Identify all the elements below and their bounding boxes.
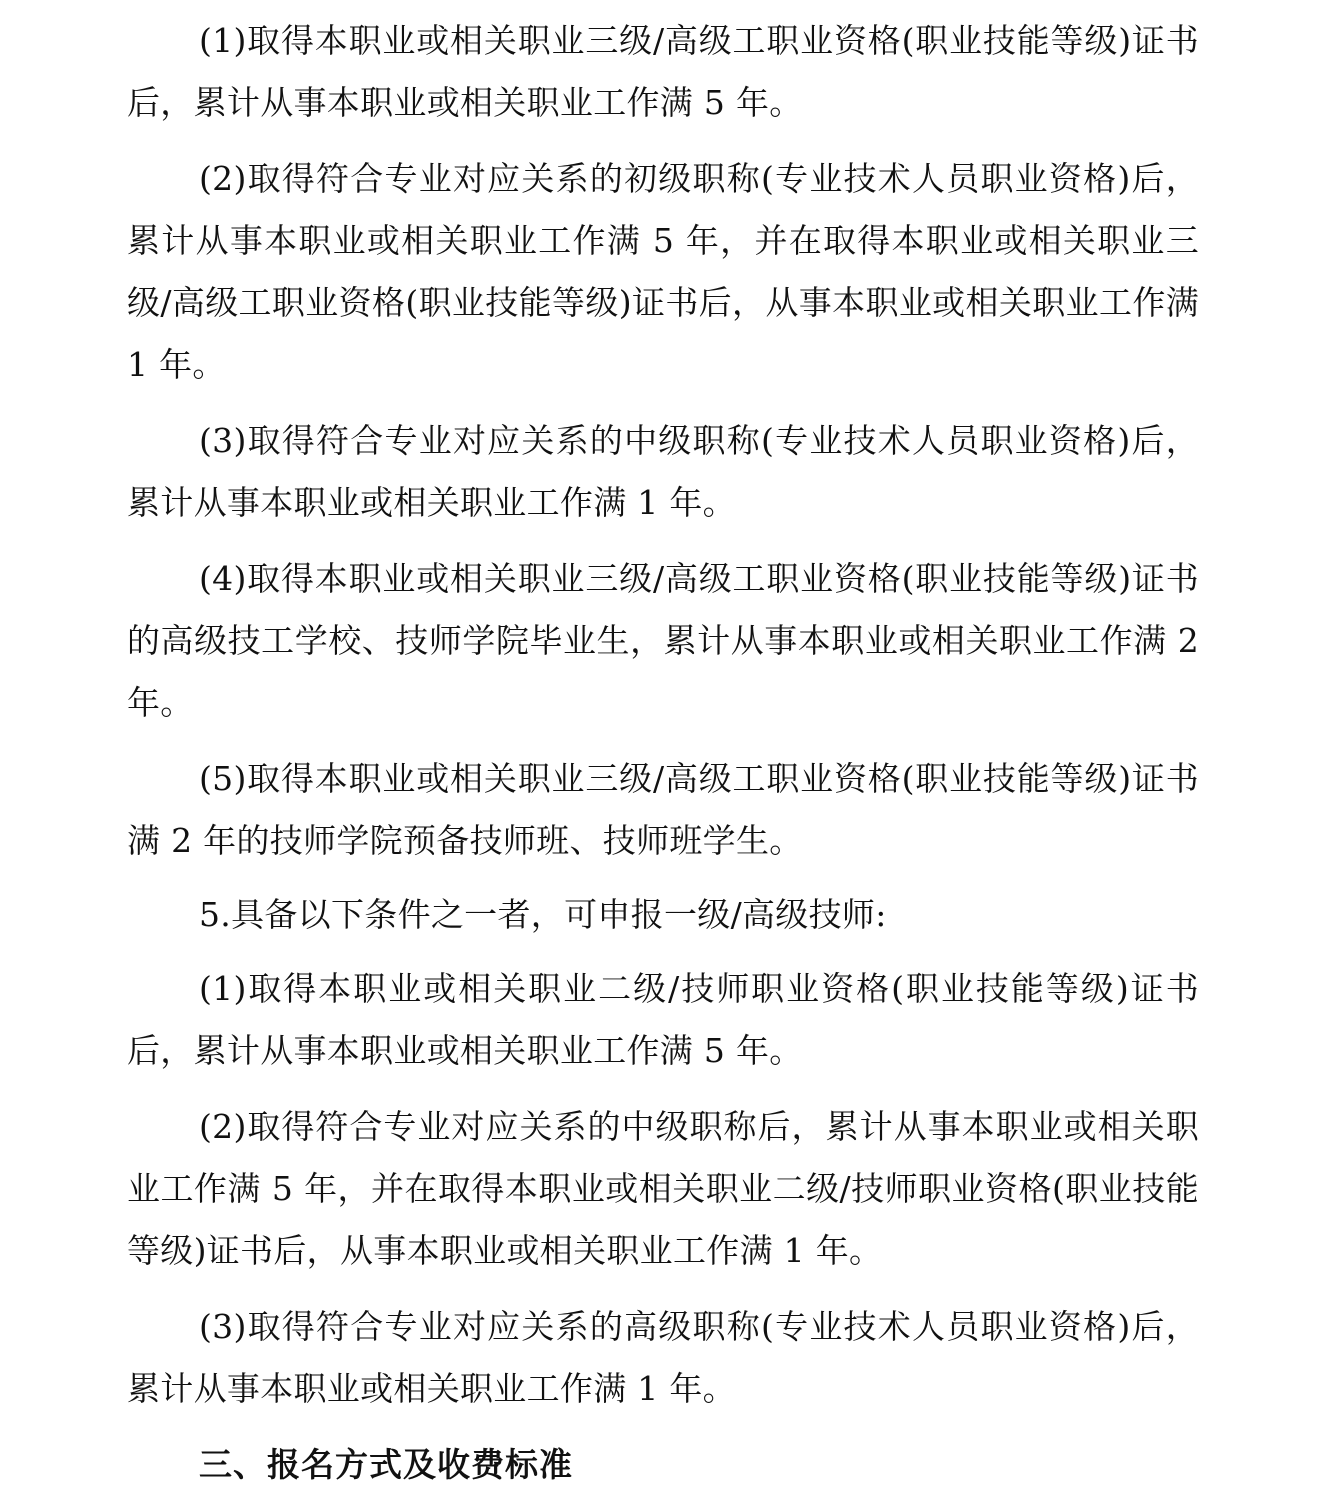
paragraph-third-level-item-4: (4)取得本职业或相关职业三级/高级工职业资格(职业技能等级)证书的高级技工学校、技师学院毕业生，累计从事本职业或相关职业工作满 2 年。 — [127, 559, 1199, 722]
document-page — [127, 10, 1199, 1496]
paragraph-third-level-item-5: (5)取得本职业或相关职业三级/高级工职业资格(职业技能等级)证书满 2 年的技师学院预备技师班、技师班学生。 — [127, 759, 1199, 860]
paragraph-condition-5-intro: 5.具备以下条件之一者，可申报一级/高级技师: — [199, 895, 887, 934]
paragraph-first-level-item-1: (1)取得本职业或相关职业二级/技师职业资格(职业技能等级)证书后，累计从事本职业或相关职业工作满 5 年。 — [127, 969, 1199, 1070]
paragraph-third-level-item-3: (3)取得符合专业对应关系的中级职称(专业技术人员职业资格)后，累计从事本职业或相关职业工作满 1 年。 — [127, 421, 1199, 522]
paragraph-first-level-item-2: (2)取得符合专业对应关系的中级职称后，累计从事本职业或相关职业工作满 5 年，并在取得本职业或相关职业二级/技师职业资格(职业技能等级)证书后，从事本职业或相关职业工作满 1 年。 — [127, 1107, 1199, 1270]
paragraph-third-level-item-2: (2)取得符合专业对应关系的初级职称(专业技术人员职业资格)后，累计从事本职业或相关职业工作满 5 年，并在取得本职业或相关职业三级/高级工职业资格(职业技能等级)证书后，从事本职业或相关职业工作满 1 年。 — [127, 159, 1199, 384]
paragraph-third-level-item-1: (1)取得本职业或相关职业三级/高级工职业资格(职业技能等级)证书后，累计从事本职业或相关职业工作满 5 年。 — [127, 21, 1199, 122]
paragraph-first-level-item-3: (3)取得符合专业对应关系的高级职称(专业技术人员职业资格)后，累计从事本职业或相关职业工作满 1 年。 — [127, 1307, 1199, 1408]
section-heading: 三、报名方式及收费标准 — [199, 1445, 573, 1484]
